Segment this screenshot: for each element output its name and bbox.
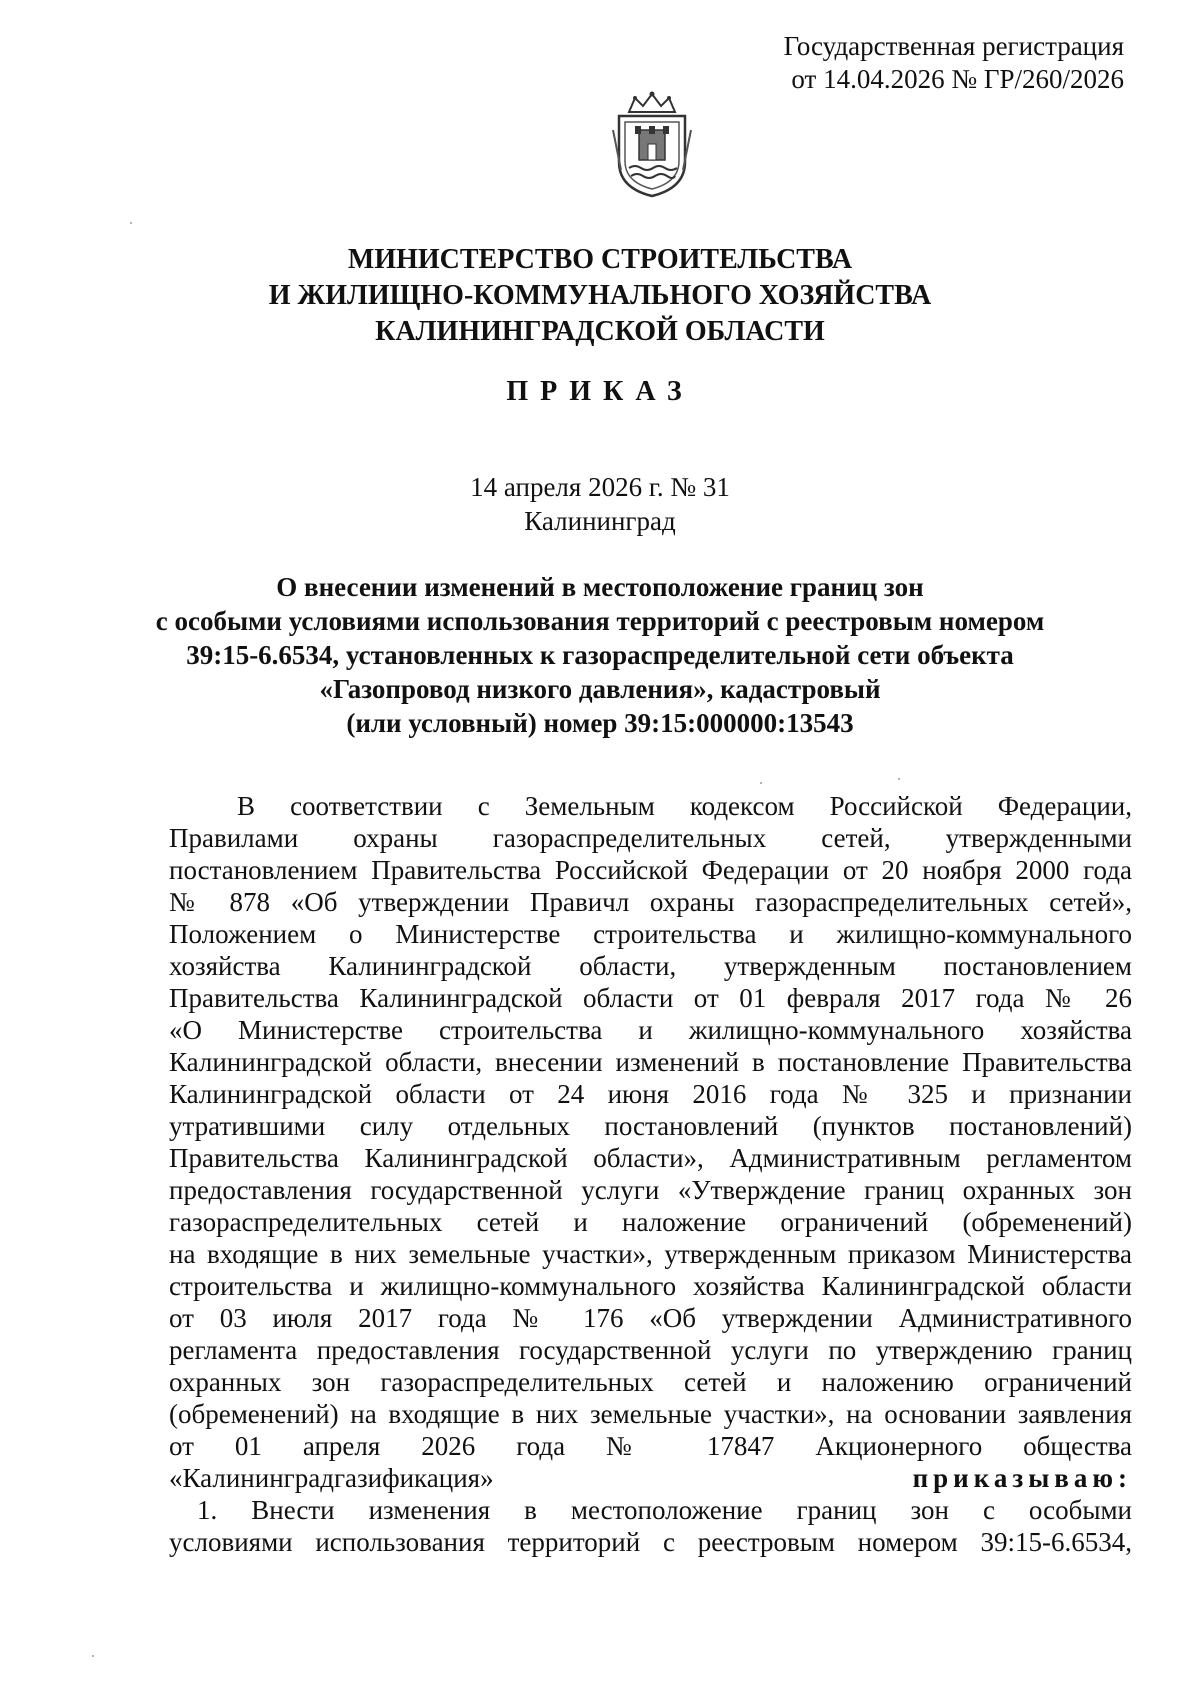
body-line: строительства и жилищно-коммунального хозяйства Калининградской области: [169, 1271, 1132, 1301]
scan-speck: [898, 778, 900, 780]
registration-line-1: Государственная регистрация: [783, 31, 1124, 61]
body-line: на входящие в них земельные участки», утвержденным приказом Министерства: [169, 1239, 1132, 1269]
body-line: № 878 «Об утверждении Правичл охраны газораспределительных сетей»,: [169, 887, 1132, 917]
order-body: [169, 790, 1132, 1558]
body-line: постановлением Правительства Российской Федерации от 20 ноября 2000 года: [169, 855, 1132, 885]
ministry-line-1: МИНИСТЕРСТВО СТРОИТЕЛЬСТВА: [347, 244, 853, 275]
item-line: 1. Внести изменения в местоположение границ зон с особыми: [197, 1495, 1132, 1525]
order-subject: [0, 570, 1200, 740]
coat-of-arms-icon: [611, 90, 693, 200]
scan-speck: [130, 222, 132, 224]
subject-line: (или условный) номер 39:15:000000:13543: [346, 708, 854, 738]
body-line: Калининградской области, внесении изменений в постановление Правительства: [169, 1047, 1132, 1077]
body-line: «О Министерстве строительства и жилищно-коммунального хозяйства: [169, 1015, 1132, 1045]
document-type-title: ПРИКАЗ: [506, 376, 694, 407]
ministry-line-2: И ЖИЛИЩНО-КОММУНАЛЬНОГО ХОЗЯЙСТВА: [268, 280, 932, 311]
body-line: от 03 июля 2017 года № 176 «Об утверждении Административного: [169, 1303, 1132, 1333]
body-line: хозяйства Калининградской области, утвержденным постановлением: [169, 951, 1132, 981]
body-line: (обременений) на входящие в них земельные участки», на основании заявления: [169, 1399, 1132, 1429]
date-and-place: [0, 470, 1200, 538]
body-line: Положением о Министерстве строительства и жилищно-коммунального: [169, 919, 1132, 949]
body-line: В соответствии с Земельным кодексом Российской Федерации,: [237, 791, 1132, 821]
registration-stamp: [784, 30, 1124, 96]
subject-line: 39:15-6.6534, установленных к газораспределительной сети объекта: [186, 640, 1014, 670]
body-line: регламента предоставления государственной услуги по утверждению границ: [169, 1335, 1132, 1365]
body-line: Правительства Калининградской области от 01 февраля 2017 года № 26: [169, 983, 1132, 1013]
body-line: охранных зон газораспределительных сетей и наложению ограничений: [169, 1367, 1132, 1397]
body-line: Калининградской области от 24 июня 2016 года № 325 и признании: [169, 1079, 1132, 1109]
company-name: «Калининградгазификация»: [169, 1463, 494, 1493]
body-line: Правительства Калининградской области», Административным регламентом: [169, 1143, 1132, 1173]
ministry-header: [0, 242, 1200, 350]
item-line: условиями использования территорий с реестровым номером 39:15-6.6534,: [169, 1527, 1132, 1557]
order-command: приказываю:: [912, 1463, 1132, 1493]
scan-speck: [92, 1655, 94, 1657]
body-line: предоставления государственной услуги «Утверждение границ охранных зон: [169, 1175, 1132, 1205]
registration-line-2: от 14.04.2026 № ГР/260/2026: [791, 64, 1124, 94]
body-line: газораспределительных сетей и наложение ограничений (обременений): [169, 1207, 1132, 1237]
body-line: Правилами охраны газораспределительных сетей, утвержденными: [169, 823, 1132, 853]
body-line: от 01 апреля 2026 года № 17847 Акционерного общества: [169, 1431, 1132, 1461]
subject-line: с особыми условиями использования территорий с реестровым номером: [155, 606, 1045, 636]
ministry-line-3: КАЛИНИНГРАДСКОЙ ОБЛАСТИ: [375, 316, 825, 347]
order-date-number: 14 апреля 2026 г. № 31: [470, 472, 730, 502]
subject-line: «Газопровод низкого давления», кадастровый: [319, 674, 881, 704]
subject-line: О внесении изменений в местоположение границ зон: [276, 572, 924, 602]
order-city: Калининград: [524, 506, 676, 536]
scan-speck: [760, 782, 762, 784]
body-line: утратившими силу отдельных постановлений (пунктов постановлений): [169, 1111, 1132, 1141]
body-line-last: [169, 1462, 1132, 1494]
